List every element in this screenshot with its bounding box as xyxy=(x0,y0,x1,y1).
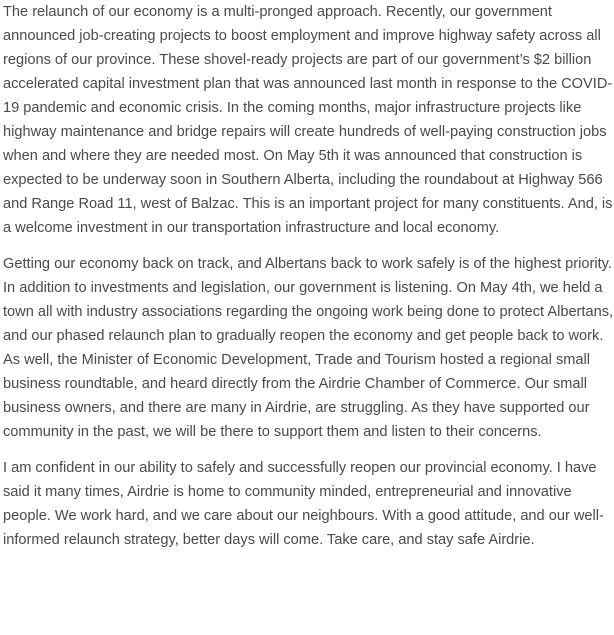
article-paragraph: Getting our economy back on track, and Albertans back to work safely is of the highest priority. In addition to investments and legislation, our government is listening. On May 4th, we held a town all with industry associations regarding the ongoing work being done to protect Albertans, and our phased relaunch plan to gradually reopen the economy and get people back to work. As well, the Minister of Economic Development, Trade and Tourism hosted a regional small business roundtable, and heard directly from the Airdrie Chamber of Commerce. Our small business owners, and there are many in Airdrie, are struggling. As they have supported our community in the past, we will be there to support them and listen to their concerns. xyxy=(3,256,614,440)
article-paragraph: I am confident in our ability to safely and successfully reopen our provincial economy. I have said it many times, Airdrie is home to community minded, entrepreneurial and innovative people. We work hard, and we care about our neighbours. With a good attitude, and our well-informed relaunch strategy, better days will come. Take care, and stay safe Airdrie. xyxy=(3,460,604,548)
article-paragraph: The relaunch of our economy is a multi-pronged approach. Recently, our government announced job-creating projects to boost employment and improve highway safety across all regions of our province. These shovel-ready projects are part of our government’s $2 billion accelerated capital investment plan that was announced last month in response to the COVID-19 pandemic and economic crisis. In the coming months, major infrastructure projects like highway maintenance and bridge repairs will create hundreds of well-paying construction jobs when and where they are needed most. On May 5th it was announced that construction is expected to be underway soon in Southern Alberta, including the roundabout at Highway 566 and Range Road 11, west of Balzac. This is an important project for many constituents. And, is a welcome investment in our transportation infrastructure and local economy. xyxy=(3,4,613,236)
